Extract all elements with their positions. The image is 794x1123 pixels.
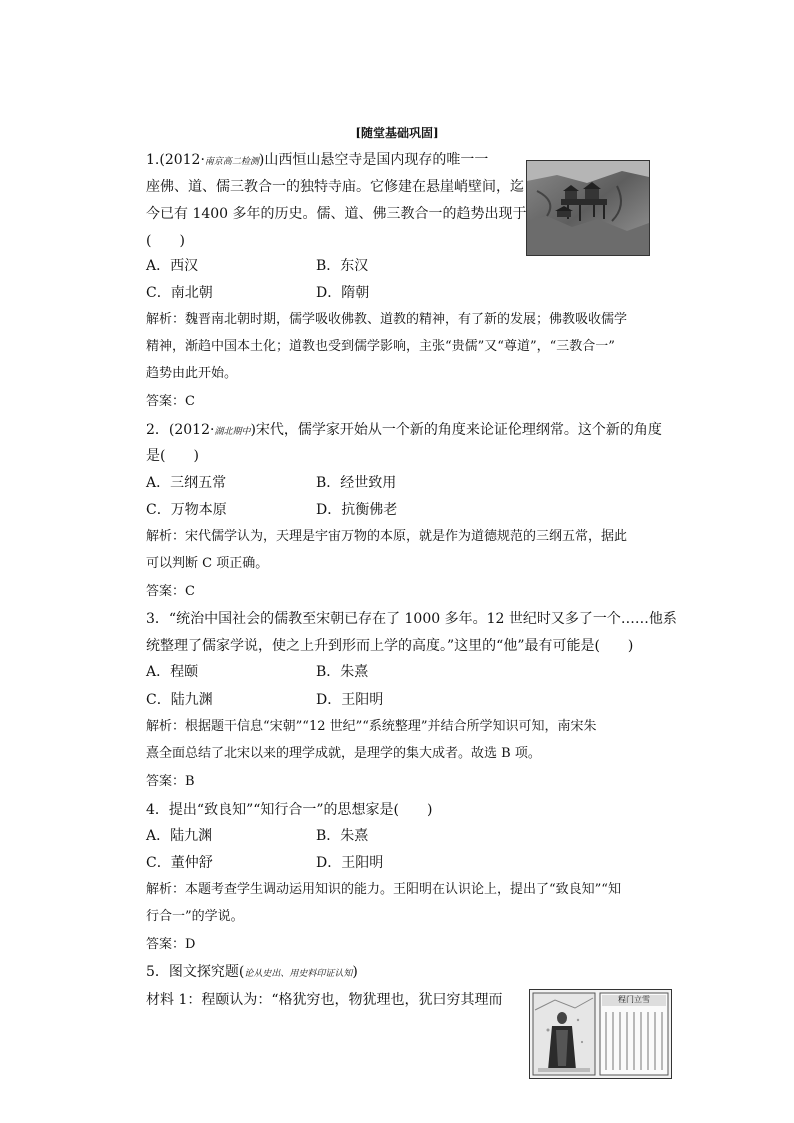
q1-line-4: ( ) [146,233,185,249]
q4-option-b: B．朱熹 [316,828,369,844]
q1-option-c: C．南北朝 [146,285,213,301]
q2-line-1: 2．(2012·湖北期中)宋代，儒学家开始从一个新的角度来论证伦理纲常。这个新的角度 [146,422,662,438]
q1-line-2: 座佛、道、儒三教合一的独特寺庙。它修建在悬崖峭壁间，迄 [146,179,524,195]
q2-explanation-1: 解析：宋代儒学认为，天理是宇宙万物的本原，就是作为道德规范的三纲五常，据此 [146,529,628,544]
q5-line-1: 5．图文探究题(论从史出、用史料印证认知) [146,964,358,980]
q1-source: 南京高二检测 [204,157,259,167]
q1-option-b: B．东汉 [316,258,369,274]
q2-option-d: D．抗衡佛老 [316,502,398,518]
q2-line-2: 是( ) [146,448,199,464]
q5-material-1: 材料 1：程颐认为：“格犹穷也，物犹理也，犹曰穷其理而 [146,992,503,1008]
q4-explanation-2: 行合一”的学说。 [146,909,244,924]
q4-line-1: 4．提出“致良知”“知行合一”的思想家是( ) [146,802,433,818]
q1-option-a: A．西汉 [146,258,199,274]
q4-option-a: A．陆九渊 [146,828,213,844]
illustration-title: 程门立雪 [618,995,650,1004]
q1-explanation-3: 趋势由此开始。 [146,366,238,381]
q3-option-c: C．陆九渊 [146,692,213,708]
q1-line-1: 1.(2012·南京高二检测)山西恒山悬空寺是国内现存的唯一一 [146,152,489,168]
section-heading: [随堂基础巩固] [355,126,439,140]
q3-option-a: A．程颐 [146,664,199,680]
q1-option-d: D．隋朝 [316,285,370,301]
q4-explanation-1: 解析：本题考查学生调动运用知识的能力。王阳明在认识论上，提出了“致良知”“知 [146,882,621,897]
q2-explanation-2: 可以判断 C 项正确。 [146,556,269,571]
hanging-temple-photo [526,160,650,256]
q1-explanation-1: 解析：魏晋南北朝时期，儒学吸收佛教、道教的精神，有了新的发展；佛教吸收儒学 [146,312,628,327]
q3-line-2: 统整理了儒家学说，使之上升到形而上学的高度。”这里的“他”最有可能是( ) [146,638,634,654]
q3-answer: 答案：B [146,774,195,789]
q2-source: 湖北期中 [214,427,251,437]
q3-option-d: D．王阳明 [316,692,384,708]
q2-answer: 答案：C [146,584,195,599]
q4-option-c: C．董仲舒 [146,855,213,871]
q3-explanation-1: 解析：根据题干信息“宋朝”“12 世纪”“系统整理”并结合所学知识可知，南宋朱 [146,719,597,734]
q1-answer: 答案：C [146,394,195,409]
q4-answer: 答案：D [146,937,196,952]
q2-option-c: C．万物本原 [146,502,227,518]
q2-option-a: A．三纲五常 [146,475,227,491]
q5-source: 论从史出、用史料印证认知 [244,969,353,979]
q3-option-b: B．朱熹 [316,664,369,680]
q1-line-3: 今已有 1400 多年的历史。儒、道、佛三教合一的趋势出现于 [146,206,527,222]
q3-line-1: 3．“统治中国社会的儒教至宋朝已存在了 1000 多年。12 世纪时又多了一个……他系 [146,611,677,627]
q4-option-d: D．王阳明 [316,855,384,871]
q2-option-b: B．经世致用 [316,475,397,491]
cheng-men-li-xue-illustration [529,989,672,1079]
q3-explanation-2: 熹全面总结了北宋以来的理学成就，是理学的集大成者。故选 B 项。 [146,746,541,761]
q1-explanation-2: 精神，渐趋中国本土化；道教也受到儒学影响，主张“贵儒”又“尊道”，“三教合一” [146,339,615,354]
